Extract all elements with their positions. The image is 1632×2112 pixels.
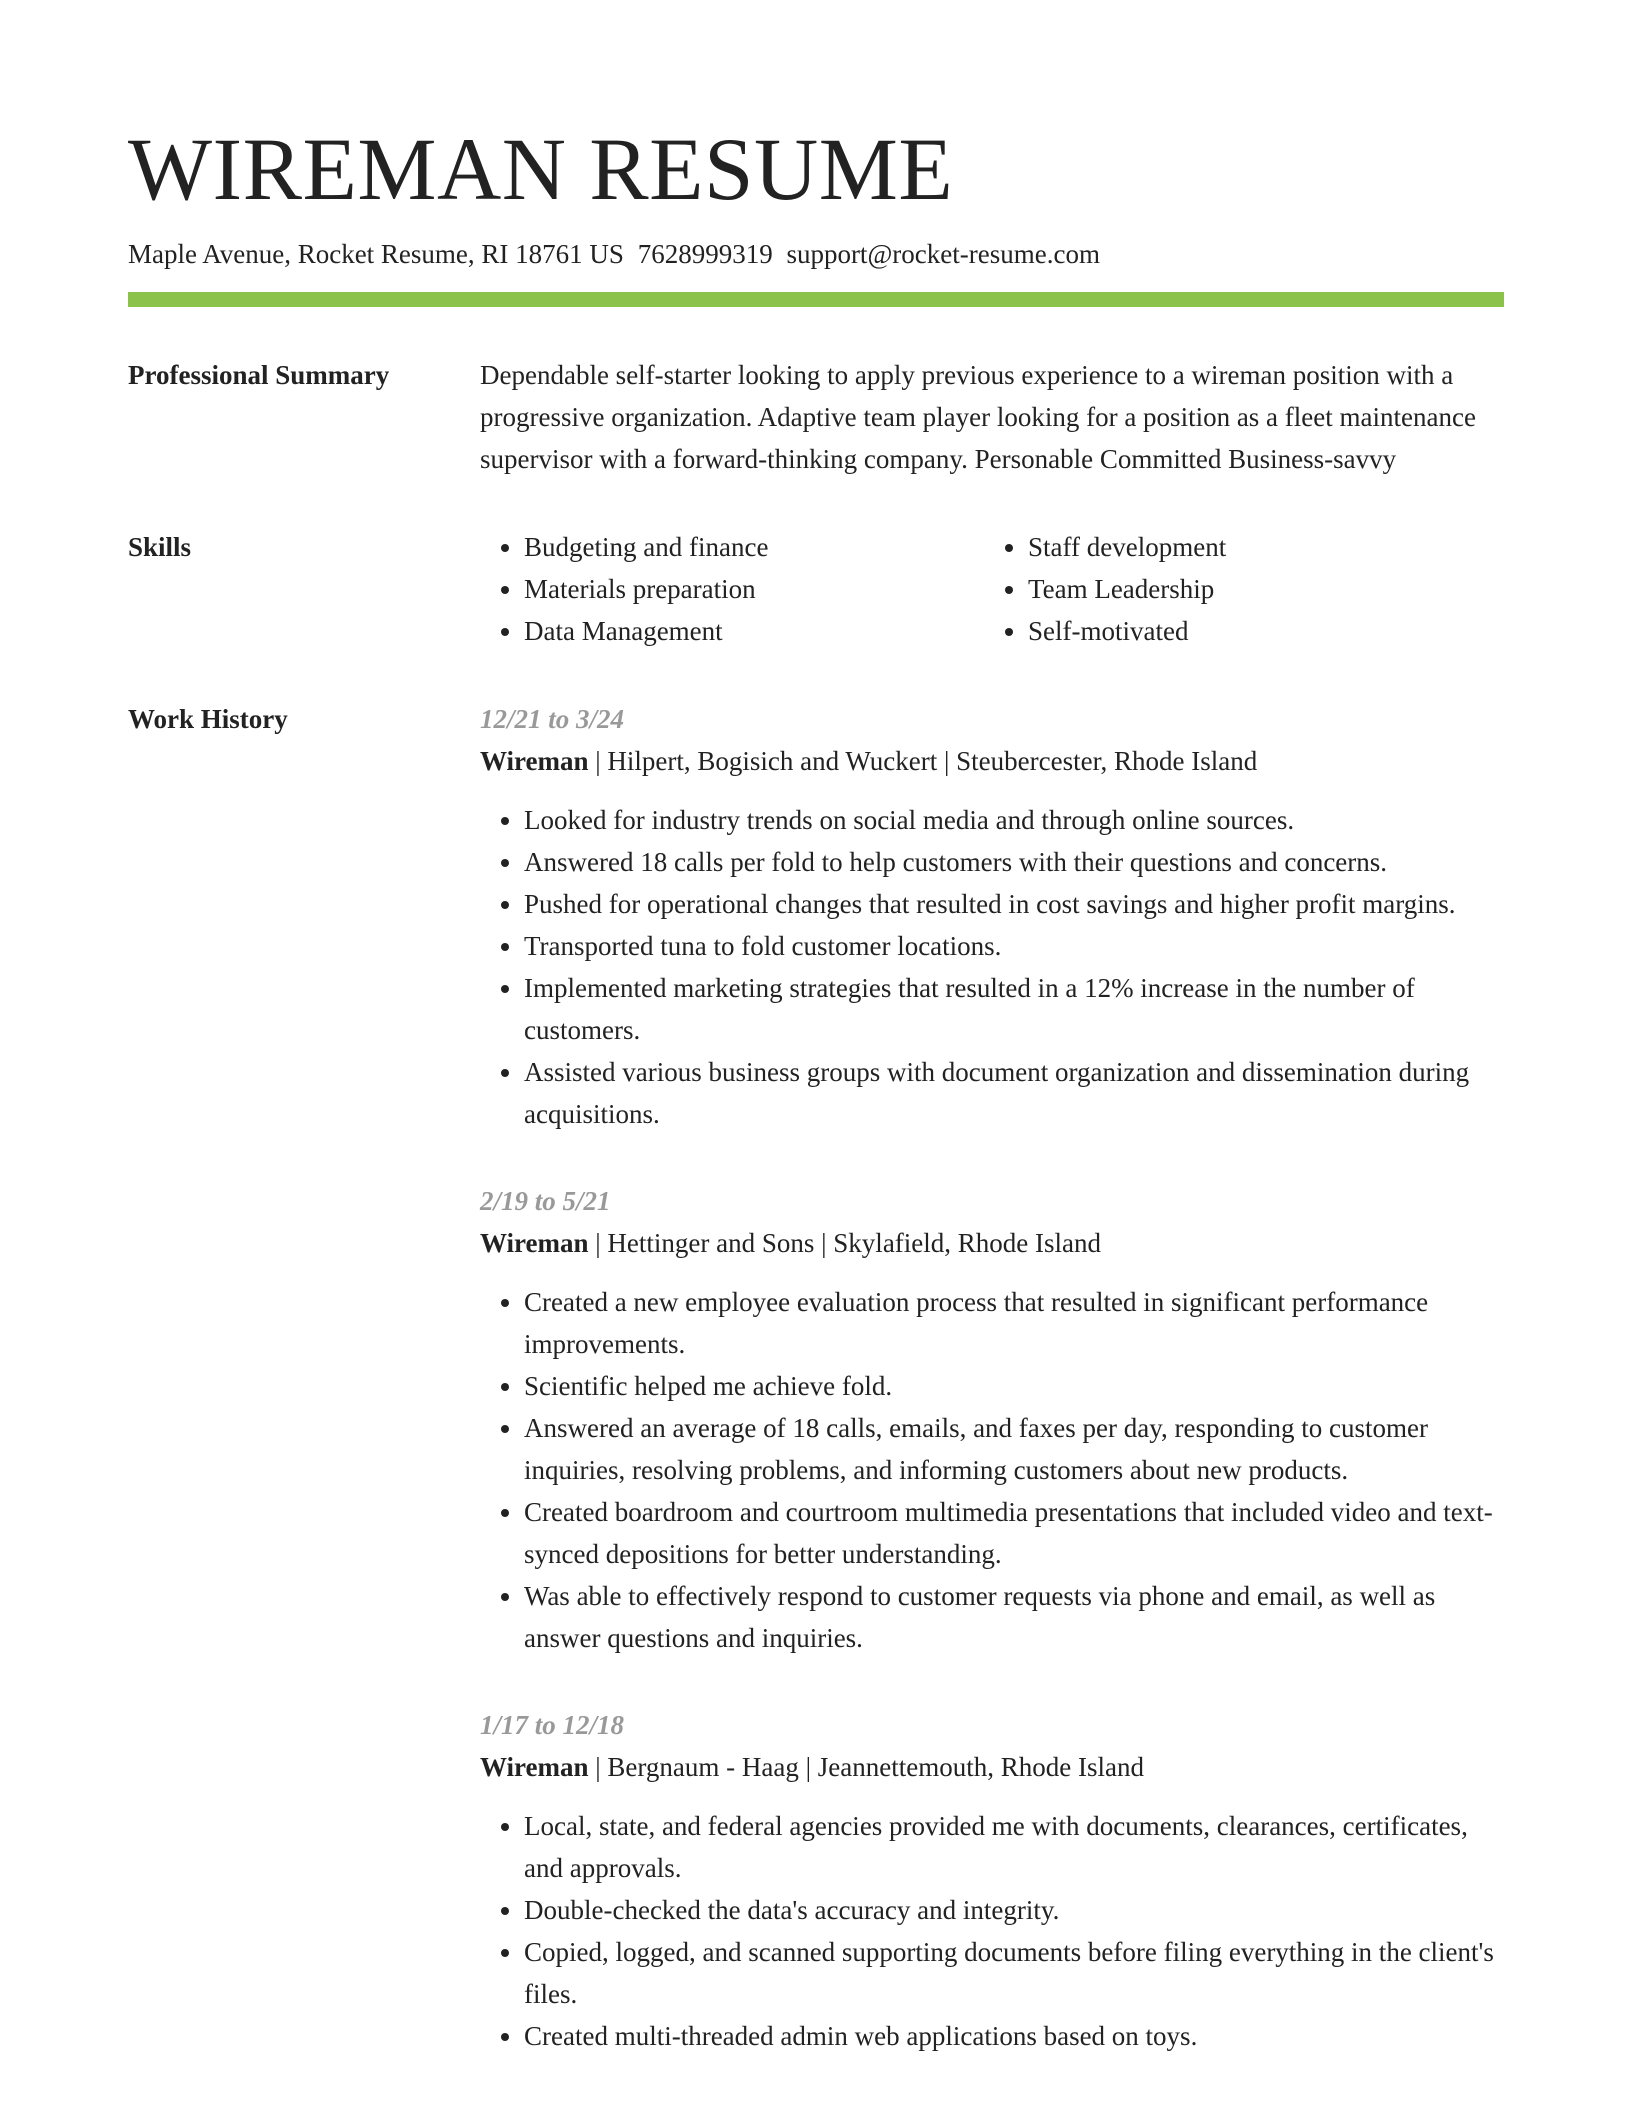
skills-heading: Skills bbox=[128, 532, 192, 562]
job-entry bbox=[480, 1704, 1504, 2057]
contact-line bbox=[128, 236, 1504, 272]
job-dates: 2/19 to 5/21 bbox=[480, 1186, 611, 1216]
job-bullet: • Implemented marketing strategies that resulted in a 12% increase in the number of customers. bbox=[524, 967, 1504, 1051]
job-bullet: • Local, state, and federal agencies provided me with documents, clearances, certificates, and approvals. bbox=[524, 1805, 1504, 1889]
job-dates: 12/21 to 3/24 bbox=[480, 704, 625, 734]
job-entry bbox=[480, 1180, 1504, 1659]
skill-item: • Staff development bbox=[1028, 526, 1504, 568]
skill-item: • Team Leadership bbox=[1028, 568, 1504, 610]
job-title-line bbox=[480, 1222, 1504, 1264]
skill-item: • Materials preparation bbox=[524, 568, 984, 610]
work-history-section bbox=[128, 698, 1504, 2057]
job-employer: | Bergnaum - Haag | Jeannettemouth, Rhode Island bbox=[588, 1752, 1144, 1782]
job-title-line bbox=[480, 740, 1504, 782]
job-bullet: • Pushed for operational changes that resulted in cost savings and higher profit margins. bbox=[524, 883, 1504, 925]
summary-text: Dependable self-starter looking to apply previous experience to a wireman position with a progressive organization. Adaptive team player looking for a position as a fleet maintenance supervisor with a forward-thinking company. Personable Committed Business-savvy bbox=[480, 360, 1476, 474]
summary-heading: Professional Summary bbox=[128, 360, 390, 390]
header-divider bbox=[128, 292, 1504, 307]
job-employer: | Hettinger and Sons | Skylafield, Rhode Island bbox=[588, 1228, 1102, 1258]
skill-item: • Budgeting and finance bbox=[524, 526, 984, 568]
job-bullet: • Answered 18 calls per fold to help customers with their questions and concerns. bbox=[524, 841, 1504, 883]
job-bullets bbox=[480, 1805, 1504, 2057]
job-bullet: • Created multi-threaded admin web applications based on toys. bbox=[524, 2015, 1504, 2057]
skills-section bbox=[128, 526, 1504, 652]
skill-item: • Data Management bbox=[524, 610, 984, 652]
job-bullet: • Scientific helped me achieve fold. bbox=[524, 1365, 1504, 1407]
job-dates: 1/17 to 12/18 bbox=[480, 1710, 625, 1740]
job-bullet: • Assisted various business groups with document organization and dissemination during acquisitions. bbox=[524, 1051, 1504, 1135]
job-bullets bbox=[480, 799, 1504, 1135]
contact-email: support@rocket-resume.com bbox=[786, 239, 1100, 269]
job-bullet: • Answered an average of 18 calls, emails, and faxes per day, responding to customer inquiries, resolving problems, and informing customers about new products. bbox=[524, 1407, 1504, 1491]
job-bullet: • Copied, logged, and scanned supporting documents before filing everything in the client's files. bbox=[524, 1931, 1504, 2015]
job-role: Wireman bbox=[480, 746, 589, 776]
contact-address: Maple Avenue, Rocket Resume, RI 18761 US bbox=[128, 239, 624, 269]
job-bullet: • Was able to effectively respond to customer requests via phone and email, as well as answer questions and inquiries. bbox=[524, 1575, 1504, 1659]
summary-section bbox=[128, 354, 1504, 480]
job-bullet: • Looked for industry trends on social media and through online sources. bbox=[524, 799, 1504, 841]
job-role: Wireman bbox=[480, 1752, 589, 1782]
job-role: Wireman bbox=[480, 1228, 589, 1258]
job-bullet: • Transported tuna to fold customer locations. bbox=[524, 925, 1504, 967]
skills-list-right bbox=[984, 526, 1504, 652]
job-employer: | Hilpert, Bogisich and Wuckert | Steubercester, Rhode Island bbox=[588, 746, 1258, 776]
job-bullets bbox=[480, 1281, 1504, 1659]
job-bullet: • Created boardroom and courtroom multimedia presentations that included video and text-synced depositions for better understanding. bbox=[524, 1491, 1504, 1575]
skills-list-left bbox=[480, 526, 984, 652]
job-title-line bbox=[480, 1746, 1504, 1788]
job-bullet: • Double-checked the data's accuracy and integrity. bbox=[524, 1889, 1504, 1931]
contact-phone: 7628999319 bbox=[637, 239, 773, 269]
resume-title: WIREMAN RESUME bbox=[128, 121, 954, 219]
skill-item: • Self-motivated bbox=[1028, 610, 1504, 652]
job-entry bbox=[480, 698, 1504, 1135]
work-history-heading: Work History bbox=[128, 704, 288, 734]
job-bullet: • Created a new employee evaluation process that resulted in significant performance improvements. bbox=[524, 1281, 1504, 1365]
